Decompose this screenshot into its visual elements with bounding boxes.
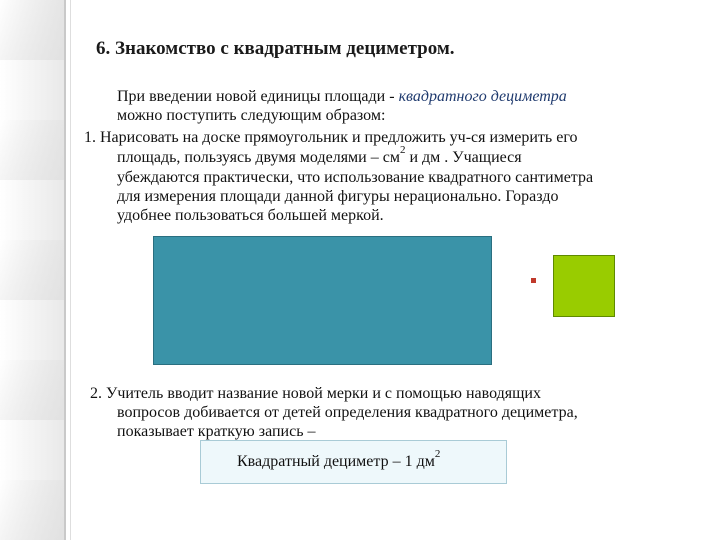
step1-line-3: убеждаются практически, что использование квадратного сантиметра xyxy=(117,169,594,186)
square-centimeter-marker xyxy=(531,278,536,283)
formula-box xyxy=(200,440,507,484)
step1-text: и дм . Учащиеся xyxy=(405,149,522,166)
intro-text: При введении новой единицы площади - xyxy=(117,88,399,105)
band-fold xyxy=(0,240,64,300)
formula-label: Квадратный дециметр – 1 дм xyxy=(237,453,435,470)
step1-text: площадь, пользуясь двумя моделями – см xyxy=(117,149,400,166)
step2-line-3: показывает краткую запись – xyxy=(117,423,316,440)
step1-line-2 xyxy=(117,144,522,169)
formula-text xyxy=(237,448,441,471)
slide-title: 6. Знакомство с квадратным дециметром. xyxy=(96,38,455,59)
band-fold xyxy=(0,360,64,420)
intro-term: квадратного дециметра xyxy=(398,88,567,105)
step2-line-2: вопросов добивается от детей определения квадратного дециметра, xyxy=(117,404,578,421)
blue-rectangle-figure xyxy=(153,236,492,365)
step1-line-4: для измерения площади данной фигуры нерационально. Гораздо xyxy=(117,188,559,205)
intro-line-1 xyxy=(117,87,567,106)
band-fold xyxy=(0,480,64,540)
band-fold xyxy=(0,120,64,180)
step1-line-5: удобнее пользоваться большей меркой. xyxy=(117,207,384,224)
superscript: 2 xyxy=(434,448,441,460)
step2-line-1: 2. Учитель вводит название новой мерки и с помощью наводящих xyxy=(90,385,541,402)
left-decorative-band xyxy=(0,0,64,540)
band-fold xyxy=(0,0,64,60)
superscript: 2 xyxy=(399,144,406,156)
divider-line xyxy=(64,0,66,540)
divider-line xyxy=(70,0,71,540)
step1-line-1: 1. Нарисовать на доске прямоугольник и предложить уч-ся измерить его xyxy=(84,129,578,146)
square-decimeter-figure xyxy=(553,255,615,317)
intro-line-2: можно поступить следующим образом: xyxy=(117,107,386,124)
